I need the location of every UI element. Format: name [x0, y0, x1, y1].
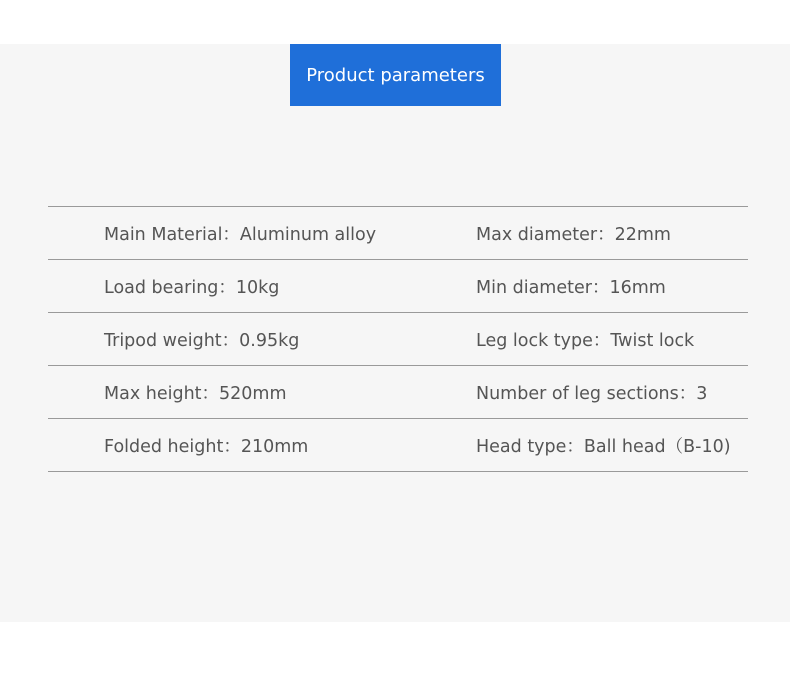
spec-row — [48, 365, 748, 418]
spec-row — [48, 206, 748, 259]
spec-row — [48, 259, 748, 312]
spec-leg-lock-type: Leg lock type：Twist lock — [476, 330, 695, 351]
spec-min-diameter: Min diameter：16mm — [476, 277, 666, 298]
spec-row — [48, 312, 748, 365]
product-parameters-panel — [0, 44, 790, 622]
spec-leg-sections: Number of leg sections：3 — [476, 383, 708, 404]
spec-load-bearing: Load bearing：10kg — [104, 277, 280, 298]
spec-max-height: Max height：520mm — [104, 383, 287, 404]
spec-head-type: Head type：Ball head（B-10) — [476, 436, 731, 457]
spec-max-diameter: Max diameter：22mm — [476, 224, 671, 245]
spec-table — [48, 206, 748, 472]
spec-tripod-weight: Tripod weight：0.95kg — [104, 330, 300, 351]
section-title-badge: Product parameters — [290, 44, 501, 106]
spec-row — [48, 418, 748, 472]
spec-folded-height: Folded height：210mm — [104, 436, 309, 457]
spec-main-material: Main Material：Aluminum alloy — [104, 224, 377, 245]
